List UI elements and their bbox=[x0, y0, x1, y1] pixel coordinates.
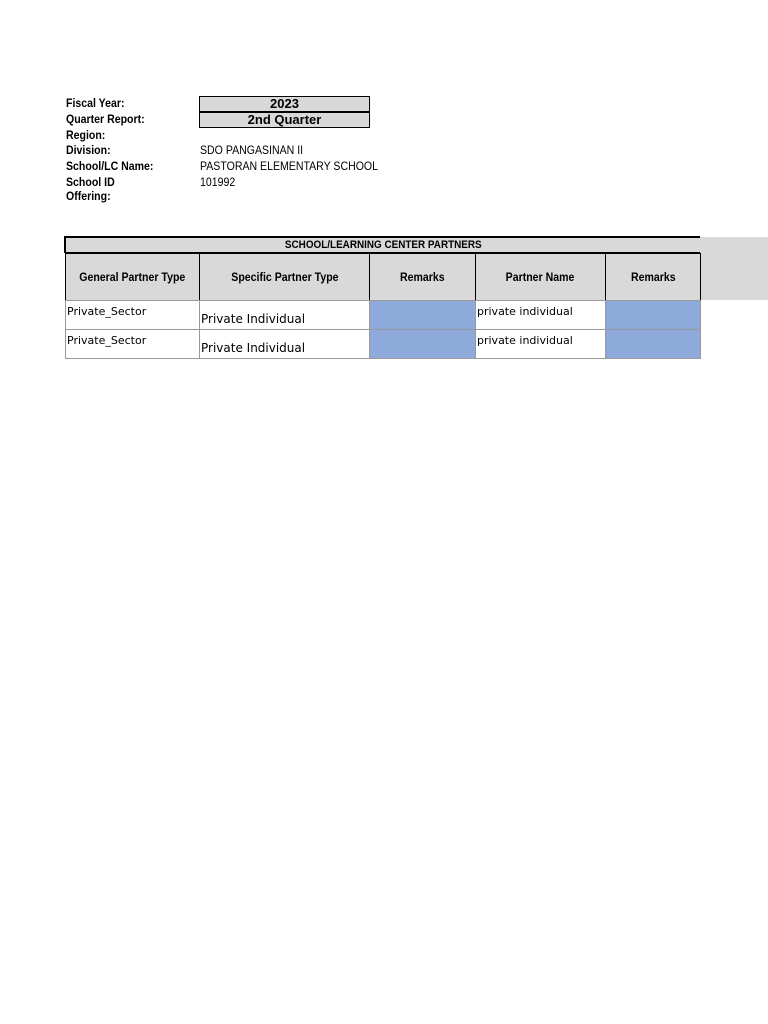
cell-specific-partner-type[interactable]: Private Individual bbox=[199, 300, 370, 330]
offering-label: Offering: bbox=[66, 189, 111, 203]
table-title: SCHOOL/LEARNING CENTER PARTNERS bbox=[64, 236, 700, 253]
region-label: Region: bbox=[66, 128, 106, 142]
school-id-value: 101992 bbox=[200, 175, 236, 189]
school-name-value: PASTORAN ELEMENTARY SCHOOL bbox=[200, 159, 379, 173]
cell-remarks-1[interactable] bbox=[369, 329, 476, 359]
header-remarks-1: Remarks bbox=[369, 253, 476, 301]
cell-specific-partner-type[interactable]: Private Individual bbox=[199, 329, 370, 359]
header-partner-name: Partner Name bbox=[475, 253, 606, 301]
school-name-label: School/LC Name: bbox=[66, 159, 154, 173]
cell-general-partner-type[interactable]: Private_Sector bbox=[65, 300, 200, 330]
cell-remarks-2[interactable] bbox=[605, 329, 701, 359]
cell-remarks-2[interactable] bbox=[605, 300, 701, 330]
header-remarks-2: Remarks bbox=[605, 253, 701, 301]
header-general-partner-type: General Partner Type bbox=[65, 253, 200, 301]
division-value: SDO PANGASINAN II bbox=[200, 143, 304, 157]
fiscal-year-label: Fiscal Year: bbox=[66, 96, 125, 110]
fiscal-year-value: 2023 bbox=[199, 96, 370, 112]
cell-general-partner-type[interactable]: Private_Sector bbox=[65, 329, 200, 359]
cell-remarks-1[interactable] bbox=[369, 300, 476, 330]
quarter-report-value: 2nd Quarter bbox=[199, 112, 370, 128]
quarter-report-label: Quarter Report: bbox=[66, 112, 145, 126]
school-id-label: School ID bbox=[66, 175, 115, 189]
cell-partner-name[interactable]: private individual bbox=[475, 300, 606, 330]
division-label: Division: bbox=[66, 143, 111, 157]
header-fill-extension bbox=[700, 237, 768, 300]
cell-partner-name[interactable]: private individual bbox=[475, 329, 606, 359]
header-specific-partner-type: Specific Partner Type bbox=[199, 253, 370, 301]
